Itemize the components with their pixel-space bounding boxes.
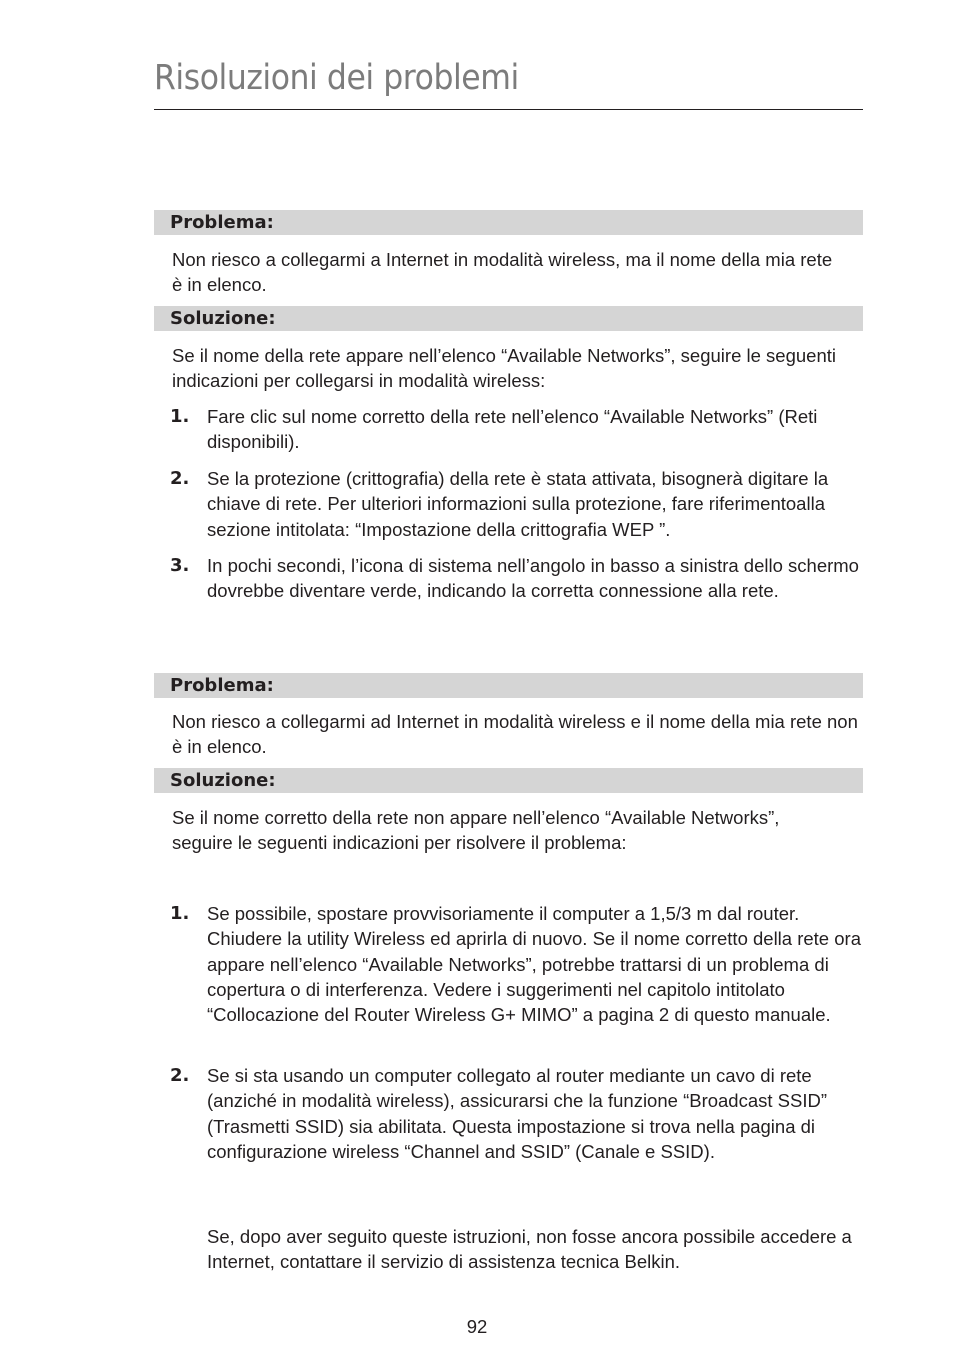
- solution-intro: Se il nome della rete appare nell’elenco “Available Networks”, seguire le seguenti indicazioni per collegarsi in modalità wireless:: [172, 345, 836, 392]
- list-item-number: 1.: [170, 406, 190, 427]
- solution-header: Soluzione:: [154, 306, 863, 331]
- list-item: [170, 404, 862, 455]
- list-item-text: Fare clic sul nome corretto della rete nell’elenco “Available Networks” (Reti disponibili).: [207, 406, 818, 453]
- problem-header: Problema:: [154, 210, 863, 235]
- problem-text: Non riesco a collegarmi ad Internet in modalità wireless e il nome della mia rete non è in elenco.: [172, 711, 858, 758]
- page-title: Risoluzioni dei problemi: [154, 58, 519, 98]
- page-number: 92: [466, 1316, 488, 1337]
- list-item: [170, 466, 862, 542]
- list-item-text: Se la protezione (crittografia) della rete è stata attivata, bisognerà digitare la chiave di rete. Per ulteriori informazioni sulla protezione, fare riferimentoalla sezione intitolata: “Impostazione della crittografia WEP ”.: [207, 468, 829, 540]
- list-item-text: In pochi secondi, l’icona di sistema nell’angolo in basso a sinistra dello schermo dovrebbe diventare verde, indicando la corretta connessione alla rete.: [207, 555, 859, 602]
- solution-header: Soluzione:: [154, 768, 863, 793]
- list-item-number: 2.: [170, 1065, 190, 1086]
- list-item: [170, 901, 862, 1027]
- list-item-text: Se si sta usando un computer collegato al router mediante un cavo di rete (anziché in modalità wireless), assicurarsi che la funzione “Broadcast SSID” (Trasmetti SSID) sia abilitata. Questa impostazione si trova nella pagina di configurazione wireless “Channel and SSID” (Canale e SSID).: [207, 1065, 828, 1162]
- list-item: [170, 1063, 842, 1164]
- list-item-text: Se possibile, spostare provvisoriamente il computer a 1,5/3 m dal router. Chiudere la utility Wireless ed aprirla di nuovo. Se il nome corretto della rete ora appare nell’elenco “Available Networks”, potrebbe trattarsi di un problema di copertura o di interferenza. Vedere i suggerimenti nel capitolo intitolato “Collocazione del Router Wireless G+ MIMO” a pagina 2 di questo manuale.: [207, 903, 861, 1026]
- closing-note: Se, dopo aver seguito queste istruzioni, non fosse ancora possibile accedere a Internet, contattare il servizio di assistenza tecnica Belkin.: [207, 1226, 852, 1273]
- list-item-number: 1.: [170, 903, 190, 924]
- list-item-number: 2.: [170, 468, 190, 489]
- title-rule: [154, 109, 863, 110]
- list-item: [170, 553, 862, 604]
- solution-intro: Se il nome corretto della rete non appare nell’elenco “Available Networks”, seguire le seguenti indicazioni per risolvere il problema:: [172, 807, 780, 854]
- list-item-number: 3.: [170, 555, 190, 576]
- problem-text: Non riesco a collegarmi a Internet in modalità wireless, ma il nome della mia rete è in elenco.: [172, 249, 833, 296]
- problem-header: Problema:: [154, 673, 863, 698]
